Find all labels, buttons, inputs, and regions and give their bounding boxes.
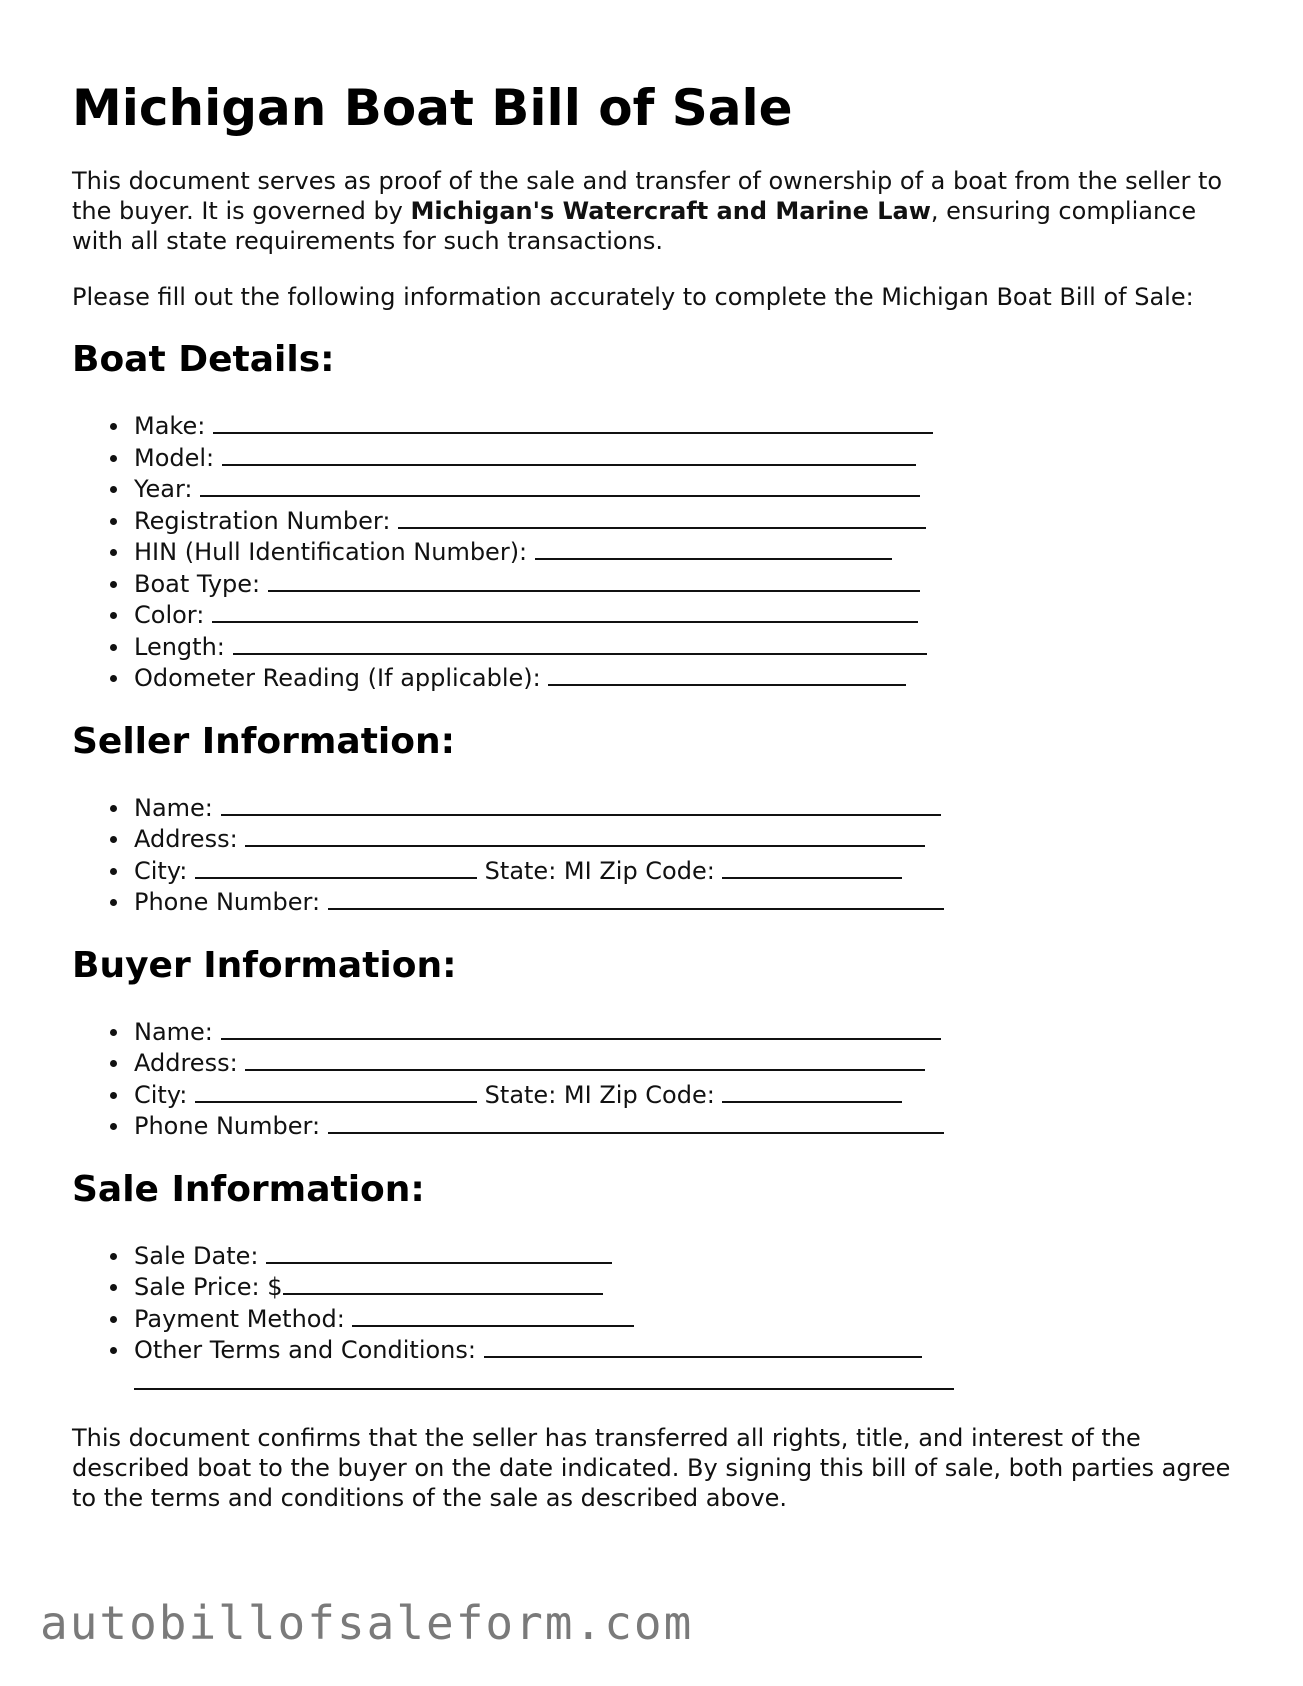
registration-field[interactable] <box>398 505 926 529</box>
sale-date-field[interactable] <box>266 1240 612 1264</box>
color-label: Color: <box>134 601 205 629</box>
hin-label: HIN (Hull Identification Number): <box>134 538 528 566</box>
buyer-heading: Buyer Information: <box>72 944 457 986</box>
buyer-phone-field[interactable] <box>328 1110 944 1134</box>
other-terms-field-line-2[interactable] <box>134 1366 954 1390</box>
odometer-label: Odometer Reading (If applicable): <box>134 664 541 692</box>
buyer-address-label: Address: <box>134 1049 238 1077</box>
list-item <box>134 855 1232 887</box>
governing-law: Michigan's Watercraft and Marine Law <box>410 197 931 225</box>
seller-address-label: Address: <box>134 825 238 853</box>
watermark: autobillofsaleform.com <box>40 1596 694 1650</box>
buyer-address-field[interactable] <box>245 1047 925 1071</box>
seller-heading: Seller Information: <box>72 720 456 762</box>
seller-name-label: Name: <box>134 793 213 822</box>
seller-name-field[interactable] <box>221 792 941 816</box>
list-item <box>134 410 1232 442</box>
boat-details-list <box>72 410 1232 694</box>
list-item <box>134 1110 1232 1142</box>
sale-heading: Sale Information: <box>72 1168 425 1210</box>
list-item <box>134 1240 1232 1272</box>
seller-city-label: City: <box>134 856 188 885</box>
buyer-list <box>72 1016 1232 1142</box>
list-item <box>134 568 1232 600</box>
hin-field[interactable] <box>535 536 892 560</box>
buyer-zip-field[interactable] <box>722 1079 902 1103</box>
color-field[interactable] <box>212 599 918 623</box>
other-terms-field[interactable] <box>484 1334 922 1358</box>
list-item <box>134 505 1232 537</box>
buyer-city-field[interactable] <box>195 1079 477 1103</box>
seller-city-field[interactable] <box>195 855 477 879</box>
document-page <box>72 78 1232 1539</box>
list-item <box>134 1303 1232 1335</box>
buyer-name-field[interactable] <box>221 1016 941 1040</box>
make-field[interactable] <box>213 410 933 434</box>
boat-type-label: Boat Type: <box>134 569 261 598</box>
year-label: Year: <box>134 475 193 503</box>
list-item <box>134 473 1232 505</box>
list-item <box>134 442 1232 474</box>
list-item <box>134 1079 1232 1111</box>
registration-label: Registration Number: <box>134 506 391 535</box>
list-item <box>134 792 1232 824</box>
boat-details-heading: Boat Details: <box>72 339 335 380</box>
sale-price-label: Sale Price: $ <box>134 1273 283 1301</box>
year-field[interactable] <box>200 473 920 497</box>
list-item <box>134 1047 1232 1079</box>
length-label: Length: <box>134 632 225 661</box>
sale-price-field[interactable] <box>283 1271 603 1295</box>
closing-paragraph: This document confirms that the seller has transferred all rights, title, and interest of the described boat to the buyer on the date indicated. By signing this bill of sale, both parties agree to the terms and conditions of the sale as described above. <box>72 1424 1231 1512</box>
list-item <box>134 631 1232 663</box>
document-title: Michigan Boat Bill of Sale <box>72 79 793 137</box>
model-field[interactable] <box>222 442 916 466</box>
instructions-paragraph: Please fill out the following information accurately to complete the Michigan Boat Bill of Sale: <box>72 283 1194 311</box>
seller-phone-label: Phone Number: <box>134 888 321 916</box>
buyer-phone-label: Phone Number: <box>134 1112 321 1140</box>
intro-paragraph <box>72 166 1232 256</box>
sale-date-label: Sale Date: <box>134 1241 259 1270</box>
list-item <box>134 662 1232 694</box>
boat-type-field[interactable] <box>268 568 920 592</box>
list-item <box>134 823 1232 855</box>
intro-text-end: , ensuring compliance with all state requirements for such transactions. <box>72 197 1197 255</box>
seller-phone-field[interactable] <box>328 886 944 910</box>
seller-zip-field[interactable] <box>722 855 902 879</box>
list-item <box>134 1366 1232 1398</box>
seller-address-field[interactable] <box>245 823 925 847</box>
make-label: Make: <box>134 412 206 440</box>
buyer-city-label: City: <box>134 1080 188 1109</box>
list-item <box>134 1016 1232 1048</box>
list-item <box>134 1334 1232 1366</box>
payment-method-label: Payment Method: <box>134 1304 345 1333</box>
buyer-state-zip-label: State: MI Zip Code: <box>484 1080 715 1109</box>
list-item <box>134 599 1232 631</box>
other-terms-label: Other Terms and Conditions: <box>134 1336 476 1364</box>
seller-list <box>72 792 1232 918</box>
model-label: Model: <box>134 443 215 472</box>
sale-list <box>72 1240 1232 1398</box>
length-field[interactable] <box>233 631 927 655</box>
odometer-field[interactable] <box>548 662 906 686</box>
list-item <box>134 886 1232 918</box>
seller-state-zip-label: State: MI Zip Code: <box>484 856 715 885</box>
intro-text-start: This document serves as proof of the sale and transfer of ownership of a boat from the seller to the buyer. It is governed by <box>72 167 1223 225</box>
list-item <box>134 536 1232 568</box>
list-item <box>134 1271 1232 1303</box>
payment-method-field[interactable] <box>352 1303 634 1327</box>
buyer-name-label: Name: <box>134 1017 213 1046</box>
